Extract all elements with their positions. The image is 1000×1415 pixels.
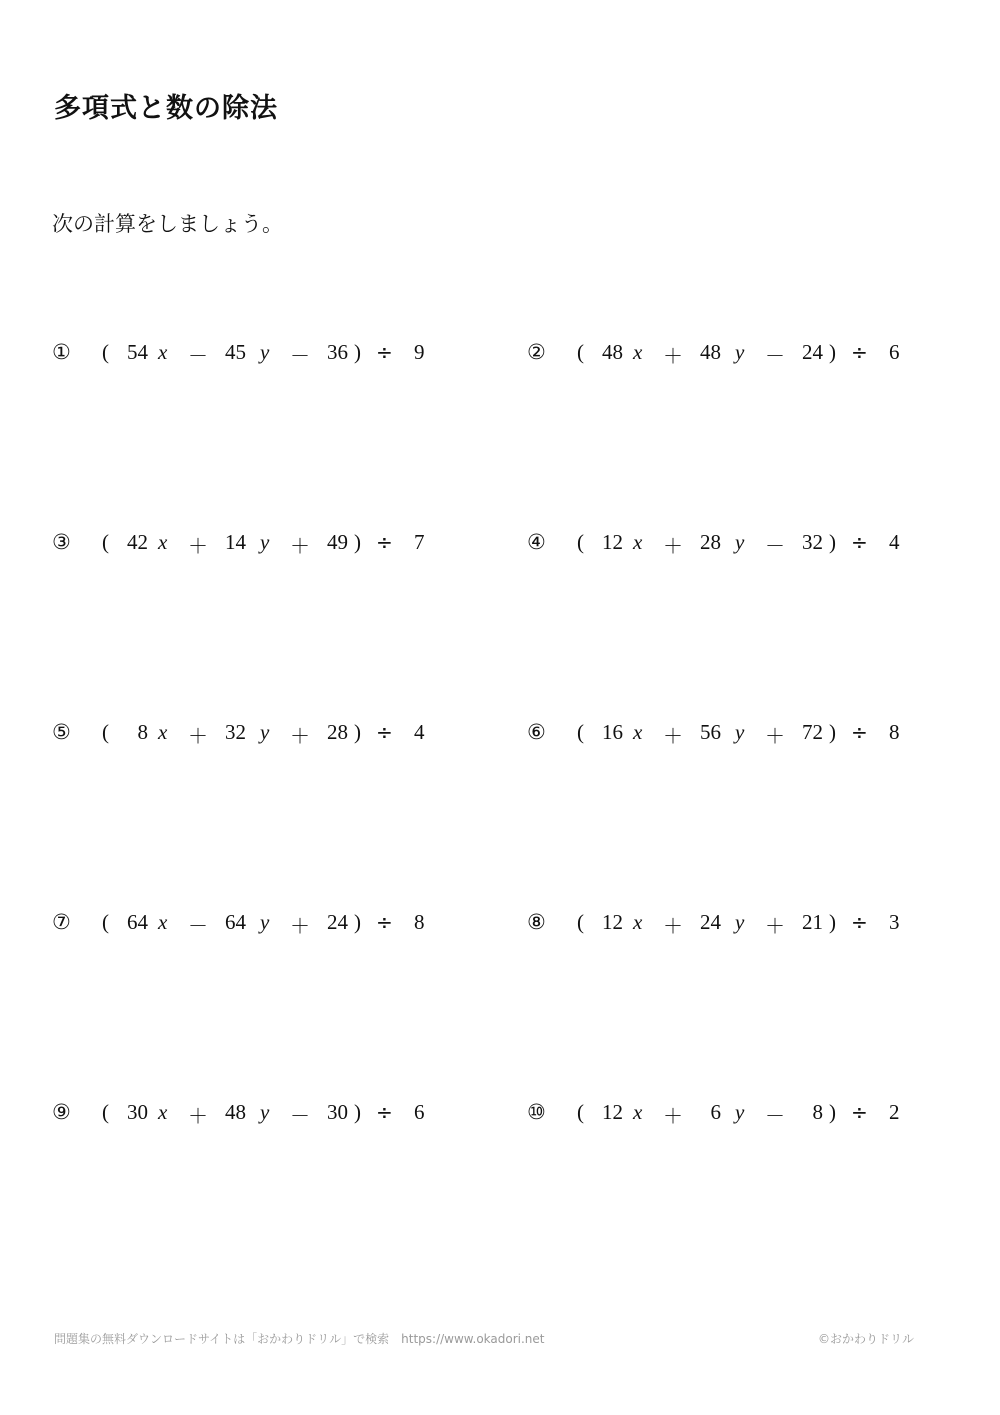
open-paren: ( (577, 340, 584, 364)
problem-item (52, 530, 452, 560)
coefficient-y: 24 (700, 910, 721, 934)
operator-1: － (188, 344, 208, 368)
constant-term: 21 (802, 910, 823, 934)
variable-y: y (735, 340, 745, 364)
operator-1: ＋ (188, 1104, 208, 1128)
problem-number: ④ (527, 530, 546, 554)
operator-1: ＋ (663, 534, 683, 558)
instruction-text: 次の計算をしましょう。 (52, 212, 283, 236)
problem-item (52, 340, 452, 370)
coefficient-y: 56 (700, 720, 721, 744)
variable-x: x (633, 340, 643, 364)
constant-term: 72 (802, 720, 823, 744)
divide-sign: ÷ (851, 1100, 868, 1124)
close-paren: ) (354, 910, 361, 934)
divide-sign: ÷ (851, 910, 868, 934)
divisor: 9 (414, 340, 425, 364)
divide-sign: ÷ (376, 720, 393, 744)
variable-x: x (158, 720, 168, 744)
problem-item (52, 720, 452, 750)
open-paren: ( (102, 530, 109, 554)
coefficient-x: 12 (602, 910, 623, 934)
variable-y: y (735, 1100, 745, 1124)
open-paren: ( (577, 720, 584, 744)
divisor: 3 (889, 910, 900, 934)
divisor: 8 (414, 910, 425, 934)
open-paren: ( (577, 530, 584, 554)
coefficient-y: 64 (225, 910, 246, 934)
variable-y: y (260, 910, 270, 934)
coefficient-x: 12 (602, 1100, 623, 1124)
close-paren: ) (354, 530, 361, 554)
divide-sign: ÷ (376, 1100, 393, 1124)
operator-2: ＋ (290, 914, 310, 938)
coefficient-y: 6 (710, 1100, 721, 1124)
divisor: 6 (414, 1100, 425, 1124)
problem-number: ② (527, 340, 546, 364)
operator-2: － (765, 534, 785, 558)
open-paren: ( (102, 340, 109, 364)
footer-site-info: 問題集の無料ダウンロードサイトは「おかわりドリル」で検索 https://www.okadori.net (54, 1332, 545, 1346)
divisor: 4 (889, 530, 900, 554)
problem-number: ⑧ (527, 910, 546, 934)
open-paren: ( (102, 1100, 109, 1124)
divide-sign: ÷ (376, 340, 393, 364)
operator-1: ＋ (663, 344, 683, 368)
close-paren: ) (829, 910, 836, 934)
coefficient-x: 8 (137, 720, 148, 744)
variable-x: x (633, 720, 643, 744)
constant-term: 28 (327, 720, 348, 744)
operator-1: ＋ (188, 724, 208, 748)
close-paren: ) (354, 720, 361, 744)
divisor: 7 (414, 530, 425, 554)
coefficient-x: 30 (127, 1100, 148, 1124)
operator-1: ＋ (663, 724, 683, 748)
footer-copyright: ©おかわりドリル (818, 1332, 915, 1346)
coefficient-x: 42 (127, 530, 148, 554)
coefficient-x: 64 (127, 910, 148, 934)
coefficient-x: 54 (127, 340, 148, 364)
operator-2: ＋ (765, 724, 785, 748)
variable-y: y (735, 530, 745, 554)
variable-y: y (260, 720, 270, 744)
coefficient-y: 14 (225, 530, 246, 554)
variable-x: x (158, 910, 168, 934)
problem-number: ① (52, 340, 71, 364)
close-paren: ) (829, 530, 836, 554)
problem-number: ⑥ (527, 720, 546, 744)
page-title: 多項式と数の除法 (54, 93, 278, 124)
operator-1: ＋ (663, 914, 683, 938)
constant-term: 30 (327, 1100, 348, 1124)
open-paren: ( (577, 1100, 584, 1124)
operator-2: ＋ (290, 724, 310, 748)
coefficient-y: 32 (225, 720, 246, 744)
divisor: 6 (889, 340, 900, 364)
variable-x: x (633, 910, 643, 934)
variable-x: x (158, 340, 168, 364)
problem-item (52, 1100, 452, 1130)
divisor: 2 (889, 1100, 900, 1124)
divisor: 8 (889, 720, 900, 744)
coefficient-y: 28 (700, 530, 721, 554)
close-paren: ) (354, 340, 361, 364)
constant-term: 24 (802, 340, 823, 364)
problem-item (527, 720, 927, 750)
divide-sign: ÷ (851, 530, 868, 554)
constant-term: 24 (327, 910, 348, 934)
problem-number: ⑦ (52, 910, 71, 934)
divide-sign: ÷ (376, 530, 393, 554)
open-paren: ( (577, 910, 584, 934)
variable-y: y (735, 720, 745, 744)
coefficient-y: 48 (700, 340, 721, 364)
operator-2: ＋ (765, 914, 785, 938)
constant-term: 32 (802, 530, 823, 554)
close-paren: ) (354, 1100, 361, 1124)
operator-1: － (188, 914, 208, 938)
constant-term: 36 (327, 340, 348, 364)
constant-term: 8 (812, 1100, 823, 1124)
problem-item (527, 1100, 927, 1130)
problem-number: ⑤ (52, 720, 71, 744)
problem-number: ⑨ (52, 1100, 71, 1124)
close-paren: ) (829, 720, 836, 744)
coefficient-x: 48 (602, 340, 623, 364)
operator-2: － (290, 344, 310, 368)
variable-x: x (633, 530, 643, 554)
divisor: 4 (414, 720, 425, 744)
divide-sign: ÷ (851, 720, 868, 744)
close-paren: ) (829, 1100, 836, 1124)
constant-term: 49 (327, 530, 348, 554)
operator-2: ＋ (290, 534, 310, 558)
operator-1: ＋ (188, 534, 208, 558)
operator-2: － (765, 344, 785, 368)
coefficient-y: 45 (225, 340, 246, 364)
variable-y: y (260, 340, 270, 364)
operator-1: ＋ (663, 1104, 683, 1128)
operator-2: － (765, 1104, 785, 1128)
problem-item (52, 910, 452, 940)
close-paren: ) (829, 340, 836, 364)
variable-x: x (633, 1100, 643, 1124)
divide-sign: ÷ (851, 340, 868, 364)
problem-item (527, 530, 927, 560)
variable-x: x (158, 530, 168, 554)
problem-item (527, 340, 927, 370)
operator-2: － (290, 1104, 310, 1128)
variable-y: y (260, 1100, 270, 1124)
coefficient-x: 12 (602, 530, 623, 554)
divide-sign: ÷ (376, 910, 393, 934)
problem-item (527, 910, 927, 940)
variable-y: y (735, 910, 745, 934)
variable-y: y (260, 530, 270, 554)
problem-number: ③ (52, 530, 71, 554)
open-paren: ( (102, 720, 109, 744)
problem-number: ⑩ (527, 1100, 546, 1124)
variable-x: x (158, 1100, 168, 1124)
coefficient-x: 16 (602, 720, 623, 744)
coefficient-y: 48 (225, 1100, 246, 1124)
open-paren: ( (102, 910, 109, 934)
